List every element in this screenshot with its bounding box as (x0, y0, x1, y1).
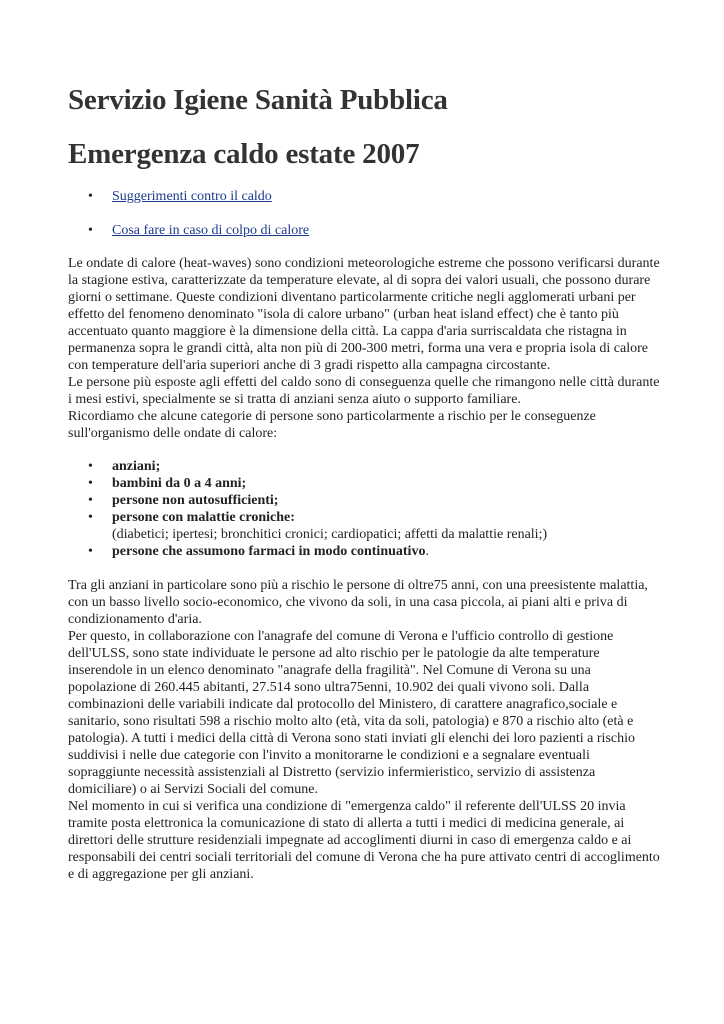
list-item (68, 492, 660, 509)
paragraph-emergency-procedure: Nel momento in cui si verifica una condizione di "emergenza caldo" il referente dell'ULSS 20 invia tramite posta elettronica la comunicazione di stato di allerta a tutti i medici di medicina generale, ai direttori delle strutture residenziali impegnate ad accoglimenti diurni in caso di emergenza caldo e ai responsabili dei centri sociali territoriali del comune di Verona che ha pure attivato centri di accoglimento e di aggregazione per gli anziani. (68, 799, 660, 882)
list-item (68, 509, 660, 543)
chronic-diseases-detail: (diabetici; ipertesi; bronchitici cronici; cardiopatici; affetti da malattie renali;) (112, 527, 548, 542)
page-title: Servizio Igiene Sanità Pubblica (68, 84, 448, 116)
risk-group-label: persone con malattie croniche: (112, 510, 295, 525)
list-item (68, 543, 660, 560)
bullet-icon: • (88, 223, 93, 238)
bullet-icon: • (88, 459, 93, 474)
risk-group-label: persone che assumono farmaci in modo continuativo (112, 544, 426, 559)
list-item (68, 222, 660, 240)
bullet-icon: • (88, 476, 93, 491)
paragraph-exposed-people: Le persone più esposte agli effetti del caldo sono di conseguenza quelle che rimangono nelle città durante i mesi estivi, specialmente se si tratta di anziani senza aiuto o supporto familiare. (68, 375, 660, 407)
list-item (68, 188, 660, 206)
risk-group-label: bambini da 0 a 4 anni; (112, 476, 247, 491)
bullet-icon: • (88, 510, 93, 525)
paragraph-fragility-registry: Per questo, in collaborazione con l'anagrafe del comune di Verona e l'ufficio controllo di gestione dell'ULSS, sono state individuate le persone ad alto rischio per le patologie da alte temperature inserendole in un elenco denominato "anagrafe della fragilità". Nel Comune di Verona su una popolazione di 260.445 abitanti, 27.514 sono ultra75enni, 10.902 dei quali vivono soli. Dalla combinazioni delle variabili indicate dal protocollo del Ministero, di carattere anagrafico,sociale e sanitario, sono risultati 598 a rischio molto alto (età, vita da soli, patologia) e 870 a rischio alto (età e patologia). A tutti i medici della città di Verona sono stati inviati gli elenchi dei loro pazienti a rischio suddivisi i nelle due categorie con l'invito a monitorarne le condizioni e a segnalare eventuali sopraggiunte necessità assistenziali al Distretto (servizio infermieristico, servizio di assistenza domiciliare) o ai Servizi Sociali del comune. (68, 629, 635, 797)
document-page (68, 82, 660, 883)
risk-group-label: persone non autosufficienti; (112, 493, 279, 508)
list-item (68, 458, 660, 475)
punctuation: . (425, 544, 429, 559)
paragraph-heat-waves: Le ondate di calore (heat-waves) sono condizioni meteorologiche estreme che possono verificarsi durante la stagione estiva, caratterizzate da temperature elevate, al di sopra dei valori usuali, che possono durare giorni o settimane. Queste condizioni diventano particolarmente critiche negli agglomerati urbani per effetto del fenomeno denominato "isola di calore urbano" (urban heat island effect) che è tanto più accentuato quanto maggiore è la dimensione della città. La cappa d'aria surriscaldata che ristagna in permanenza sopra le grandi città, alta non più di 200-300 metri, forma una vera e propria isola di calore con temperature dell'aria superiori anche di 3 gradi rispetto alla campagna circostante. (68, 256, 660, 373)
risk-group-label: anziani; (112, 459, 161, 474)
risk-group-list (68, 458, 660, 560)
link-suggerimenti[interactable]: Suggerimenti contro il caldo (112, 189, 272, 204)
bullet-icon: • (88, 493, 93, 508)
paragraph-elderly-risk: Tra gli anziani in particolare sono più a rischio le persone di oltre75 anni, con una preesistente malattia, con un basso livello socio-economico, che vivono da soli, in una casa piccola, ai piani alti e priva di condizionamento d'aria. (68, 578, 648, 627)
link-colpo-di-calore[interactable]: Cosa fare in caso di colpo di calore (112, 223, 310, 238)
bullet-icon: • (88, 544, 93, 559)
paragraph-risk-intro: Ricordiamo che alcune categorie di persone sono particolarmente a rischio per le conseguenze sull'organismo delle ondate di calore: (68, 409, 596, 441)
link-list (68, 188, 660, 240)
bullet-icon: • (88, 189, 93, 204)
list-item (68, 475, 660, 492)
page-subtitle: Emergenza caldo estate 2007 (68, 138, 420, 170)
